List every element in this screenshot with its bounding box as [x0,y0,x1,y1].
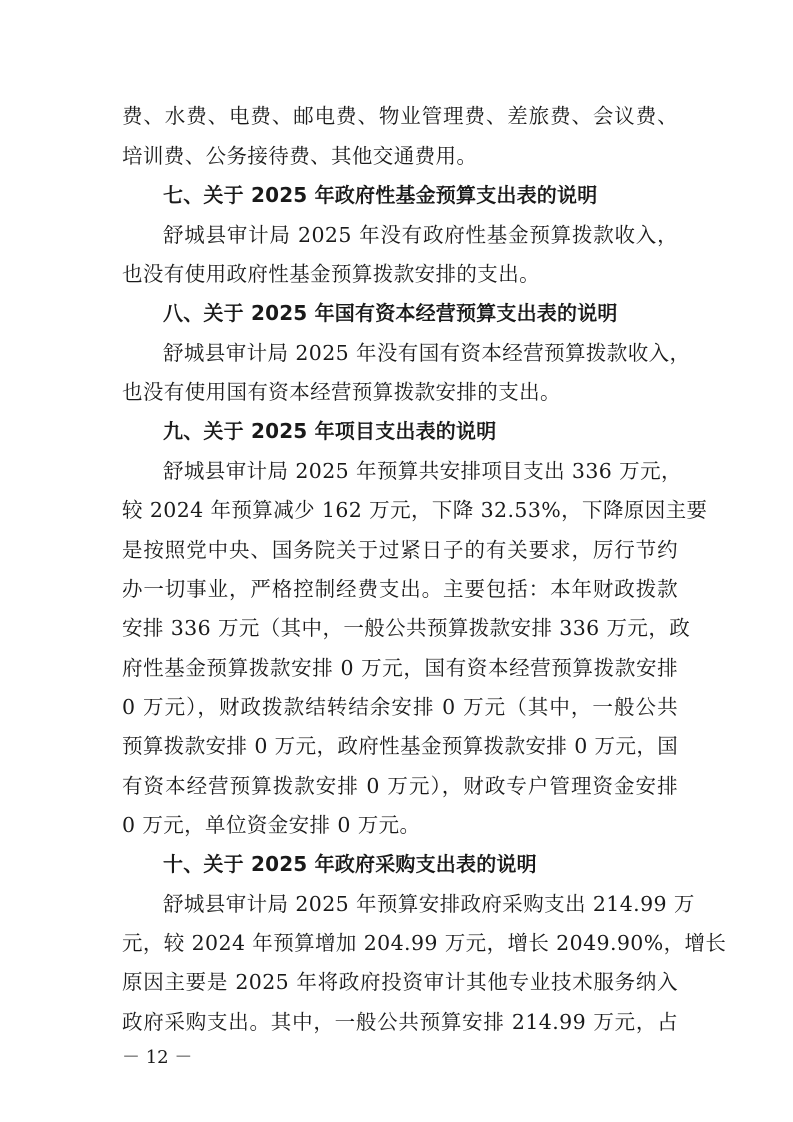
section-heading-10: 十、关于 2025 年政府采购支出表的说明 [163,852,537,876]
paragraph-line: 也没有使用国有资本经营预算拨款安排的支出。 [122,380,561,404]
paragraph-line: 舒城县审计局 2025 年预算安排政府采购支出 214.99 万 [163,892,695,916]
section-heading-7: 七、关于 2025 年政府性基金预算支出表的说明 [163,183,598,207]
paragraph-line: 安排 336 万元（其中，一般公共预算拨款安排 336 万元，政 [122,616,691,640]
paragraph-line: 较 2024 年预算减少 162 万元，下降 32.53%，下降原因主要 [122,498,708,522]
paragraph-line: 办一切事业，严格控制经费支出。主要包括：本年财政拨款 [122,577,678,601]
paragraph-line: 也没有使用政府性基金预算拨款安排的支出。 [122,262,540,286]
paragraph-line: 舒城县审计局 2025 年预算共安排项目支出 336 万元， [163,459,682,483]
paragraph-line: 是按照党中央、国务院关于过紧日子的有关要求，厉行节约 [122,538,678,562]
paragraph-line: 府性基金预算拨款安排 0 万元，国有资本经营预算拨款安排 [122,656,678,680]
paragraph-line: 舒城县审计局 2025 年没有国有资本经营预算拨款收入， [163,341,691,365]
paragraph-line: 0 万元），财政拨款结转结余安排 0 万元（其中，一般公共 [122,695,678,719]
section-heading-8: 八、关于 2025 年国有资本经营预算支出表的说明 [163,301,618,325]
page-number: － 12 － [122,1047,193,1068]
paragraph-line: 0 万元，单位资金安排 0 万元。 [122,813,421,837]
paragraph-line: 政府采购支出。其中，一般公共预算安排 214.99 万元，占 [122,1010,678,1034]
paragraph-line: 培训费、公务接待费、其他交通费用。 [122,144,478,168]
paragraph-line: 预算拨款安排 0 万元，政府性基金预算拨款安排 0 万元，国 [122,734,679,758]
section-heading-9: 九、关于 2025 年项目支出表的说明 [163,419,497,443]
paragraph-line: 原因主要是 2025 年将政府投资审计其他专业技术服务纳入 [122,970,678,994]
paragraph-line: 元，较 2024 年预算增加 204.99 万元，增长 2049.90%，增长 [122,931,727,955]
paragraph-line: 费、水费、电费、邮电费、物业管理费、差旅费、会议费、 [122,104,678,128]
paragraph-line: 有资本经营预算拨款安排 0 万元），财政专户管理资金安排 [122,774,678,798]
paragraph-line: 舒城县审计局 2025 年没有政府性基金预算拨款收入， [163,223,678,247]
